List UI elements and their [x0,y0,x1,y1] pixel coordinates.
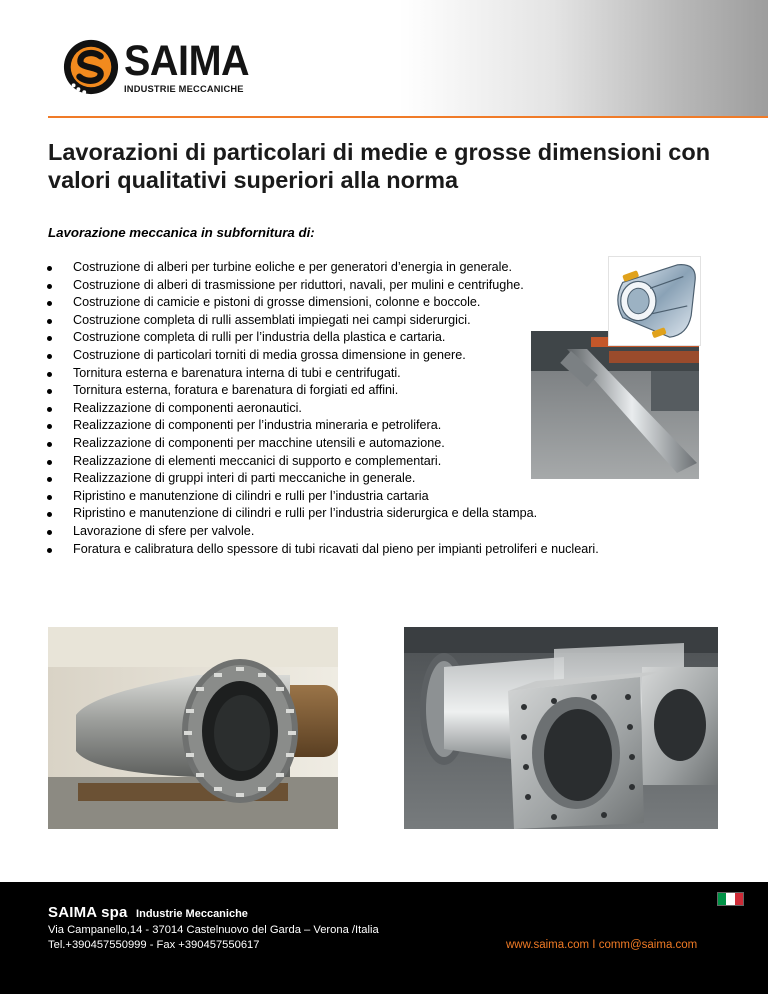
list-item: Costruzione completa di rulli assemblati impiegati nei campi siderurgici. [46,312,706,330]
saima-logo[interactable] [62,38,250,98]
section-subtitle: Lavorazione meccanica in subfornitura di: [48,225,315,240]
list-item: Foratura e calibratura dello spessore di tubi ricavati dal pieno per impianti petroliferi e nucleari. [46,541,706,559]
italian-flag-icon[interactable] [717,892,744,906]
list-item: Realizzazione di elementi meccanici di supporto e complementari. [46,453,706,471]
cross-section-diagram [608,256,701,346]
flag-stripe-red [735,893,743,905]
flag-stripe-green [718,893,726,905]
link-separator: I [592,939,596,951]
header-divider [48,116,768,118]
footer-address: Via Campanello,14 - 37014 Castelnuovo del Garda – Verona /Italia [48,924,379,936]
logo-subtitle: INDUSTRIE MECCANICHE [124,84,244,94]
list-item: Costruzione di particolari torniti di media grossa dimensione in genere. [46,347,706,365]
flanged-cylinder-photo [48,627,338,829]
list-item: Costruzione di alberi per turbine eoliche e per generatori d’energia in generale. [46,259,706,277]
logo-wordmark: SAIMA [124,37,250,85]
footer-phone-fax: Tel.+390457550999 - Fax +390457550617 [48,939,260,951]
list-item: Costruzione di camicie e pistoni di grosse dimensioni, colonne e boccole. [46,294,706,312]
flag-stripe-white [726,893,734,905]
list-item: Tornitura esterna e barenatura interna di tubi e centrifugati. [46,365,706,383]
footer [0,882,768,994]
footer-brand: SAIMA spa [48,904,128,921]
footer-company [48,904,248,923]
list-item: Ripristino e manutenzione di cilindri e rulli per l’industria siderurgica e della stampa. [46,505,706,523]
list-item: Ripristino e manutenzione di cilindri e rulli per l’industria cartaria [46,488,706,506]
saima-emblem-icon [62,38,120,96]
list-item: Tornitura esterna, foratura e barenatura di forgiati ed affini. [46,382,706,400]
list-item: Costruzione completa di rulli per l’industria della plastica e cartaria. [46,329,706,347]
footer-links [506,938,697,953]
list-item: Lavorazione di sfere per valvole. [46,523,706,541]
list-item: Realizzazione di gruppi interi di parti meccaniche in generale. [46,470,706,488]
shaft-photo [531,331,699,479]
list-item: Realizzazione di componenti per macchine utensili e automazione. [46,435,706,453]
page-title: Lavorazioni di particolari di medie e grosse dimensioni con valori qualitativi superiori alla norma [48,139,711,193]
machined-blocks-photo [404,627,718,829]
list-item: Realizzazione di componenti aeronautici. [46,400,706,418]
list-item: Costruzione di alberi di trasmissione per riduttori, navali, per mulini e centrifughe. [46,277,706,295]
website-link[interactable]: www.saima.com [506,939,590,951]
email-link[interactable]: comm@saima.com [598,939,698,951]
footer-tagline: Industrie Meccaniche [136,908,248,920]
list-item: Realizzazione di componenti per l’industria mineraria e petrolifera. [46,417,706,435]
